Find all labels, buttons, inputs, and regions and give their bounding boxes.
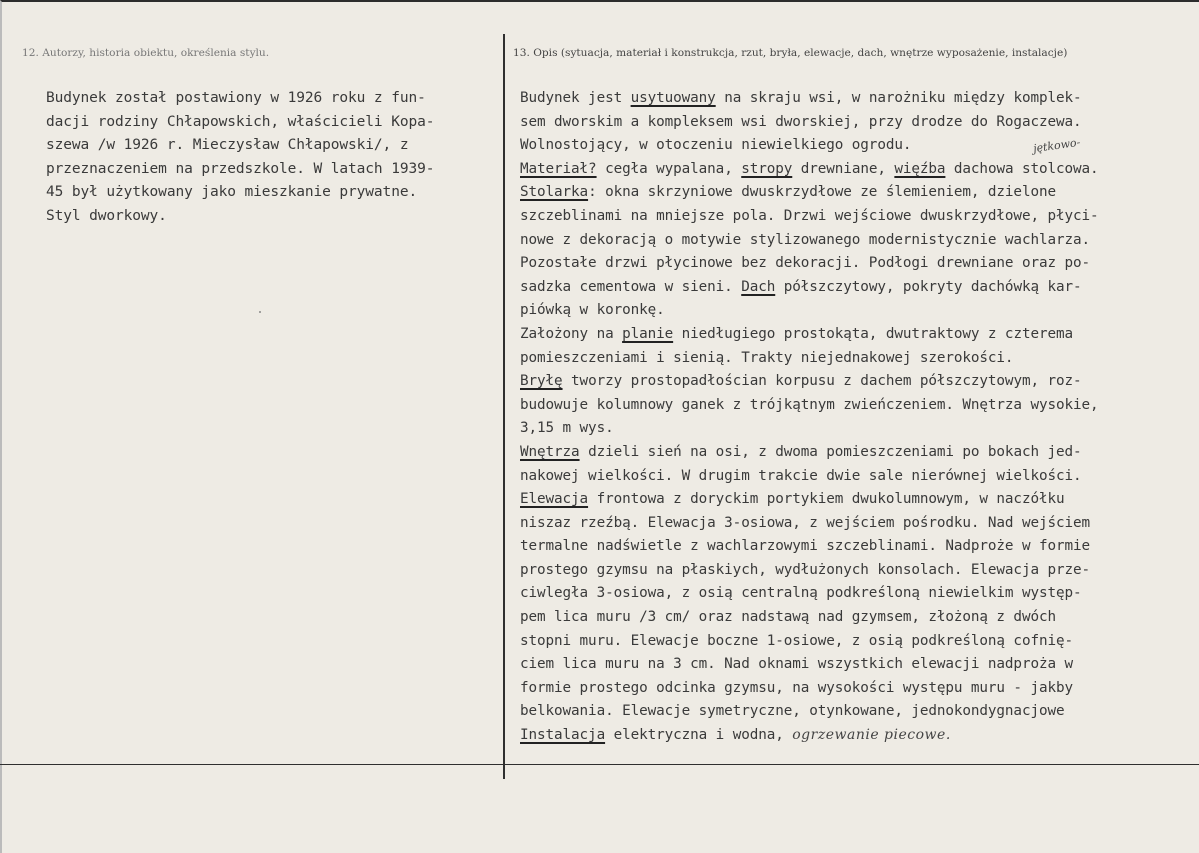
text-run: drewniane, (792, 160, 895, 177)
text-line (520, 441, 1099, 465)
text-line: sem dworskim a kompleksem wsi dworskiej, przy drodze do Rogaczewa. (520, 113, 1082, 130)
underlined-term: Dach (741, 278, 776, 295)
text-line (520, 158, 1099, 182)
text-line (520, 87, 1099, 111)
text-run: Założony na (520, 325, 623, 342)
underlined-term: więźba (894, 160, 946, 177)
text-line (520, 181, 1099, 205)
text-line (520, 370, 1099, 394)
text-run: frontowa z doryckim portykiem dwukolumnowym, w naczółku (588, 491, 1065, 508)
underlined-term: Elewacja (520, 491, 589, 508)
text-line: niszaz rzeźbą. Elewacja 3-osiowa, z wejściem pośrodku. Nad wejściem (520, 514, 1090, 531)
underlined-term: Bryłę (520, 373, 563, 390)
text-line: nowe z dekoracją o motywie stylizowanego modernistycznie wachlarza. (520, 231, 1090, 248)
text-line: dacji rodziny Chłapowskich, właścicieli Kopa- (46, 113, 435, 130)
text-line (520, 276, 1099, 300)
underlined-term: planie (622, 325, 674, 342)
text-line: pem lica muru /3 cm/ oraz nadstawą nad gzymsem, złożoną z dwóch (520, 609, 1056, 626)
text-line: szczeblinami na mniejsze pola. Drzwi wejściowe dwuskrzydłowe, płyci- (520, 207, 1099, 224)
bottom-rule (0, 764, 1199, 765)
text-run: cegła wypalana, (596, 160, 742, 177)
text-line: piówką w koronkę. (520, 302, 665, 319)
text-run: dzieli sień na osi, z dwoma pomieszczeniami po bokach jed- (579, 443, 1082, 460)
underlined-term: Instalacja (520, 727, 606, 744)
text-line: termalne nadświetle z wachlarzowymi szczeblinami. Nadproże w formie (520, 538, 1090, 555)
text-line: Styl dworkowy. (46, 207, 167, 224)
text-run: elektryczna i wodna, (605, 727, 793, 744)
text-line: prostego gzymsu na płaskiych, wydłużonych konsolach. Elewacja prze- (520, 561, 1090, 578)
handwritten-annotation: jętkowo- (1032, 135, 1082, 156)
text-line: pomieszczeniami i sienią. Trakty niejednakowej szerokości. (520, 349, 1014, 366)
text-line: belkowania. Elewacje symetryczne, otynkowane, jednokondygnacjowe (520, 703, 1065, 720)
column-divider (503, 34, 505, 779)
text-line: Budynek został postawiony w 1926 roku z fun- (46, 90, 426, 106)
text-run: Budynek jest (520, 90, 631, 106)
text-line (520, 323, 1099, 347)
description-text (520, 87, 1099, 748)
text-line: ciem lica muru na 3 cm. Nad oknami wszystkich elewacji nadproża w (520, 656, 1073, 673)
text-run: tworzy prostopadłościan korpusu z dachem półszczytowym, roz- (562, 373, 1082, 390)
text-line: Wolnostojący, w otoczeniu niewielkiego ogrodu. (520, 137, 912, 154)
text-run: na skraju wsi, w narożniku między komplek- (715, 90, 1082, 106)
text-line (520, 488, 1099, 512)
underlined-term: Materiał? (520, 160, 597, 177)
handwritten-note: ogrzewanie piecowe. (792, 727, 951, 744)
history-text (46, 87, 434, 229)
text-run: sadzka cementowa w sieni. (520, 278, 742, 295)
underlined-term: stropy (741, 160, 793, 177)
text-line: stopni muru. Elewacje boczne 1-osiowe, z osią podkreśloną cofnię- (520, 632, 1073, 649)
underlined-term: Wnętrza (520, 443, 580, 460)
underlined-term: Stolarka (520, 184, 589, 201)
section-13-heading: 13. Opis (sytuacja, materiał i konstrukcja, rzut, bryła, elewacje, dach, wnętrze wyposażenie, instalacje) (513, 47, 1068, 59)
text-line: formie prostego odcinka gzymsu, na wysokości występu muru - jakby (520, 679, 1073, 696)
paper-speck (259, 311, 261, 313)
text-run: : okna skrzyniowe dwuskrzydłowe ze ślemieniem, dzielone (588, 184, 1056, 201)
text-line: ciwległa 3-osiowa, z osią centralną podkreśloną niewielkim występ- (520, 585, 1082, 602)
text-run: półszczytowy, pokryty dachówką kar- (775, 278, 1082, 295)
text-line: 3,15 m wys. (520, 420, 614, 437)
text-run: dachowa stolcowa. (945, 160, 1099, 177)
text-line (520, 724, 1099, 748)
text-line: budowuje kolumnowy ganek z trójkątnym zwieńczeniem. Wnętrza wysokie, (520, 396, 1099, 413)
text-line: 45 był użytkowany jako mieszkanie prywatne. (46, 184, 418, 201)
text-run: niedługiego prostokąta, dwutraktowy z czterema (673, 325, 1073, 342)
text-line: przeznaczeniem na przedszkole. W latach 1939- (46, 160, 435, 177)
section-12-heading: 12. Autorzy, historia obiektu, określenia stylu. (22, 47, 270, 59)
underlined-term: usytuowany (630, 90, 716, 106)
text-line: Pozostałe drzwi płycinowe bez dekoracji. Podłogi drewniane oraz po- (520, 255, 1090, 272)
text-line: szewa /w 1926 r. Mieczysław Chłapowski/, z (46, 137, 409, 154)
text-line: nakowej wielkości. W drugim trakcie dwie sale nierównej wielkości. (520, 467, 1082, 484)
